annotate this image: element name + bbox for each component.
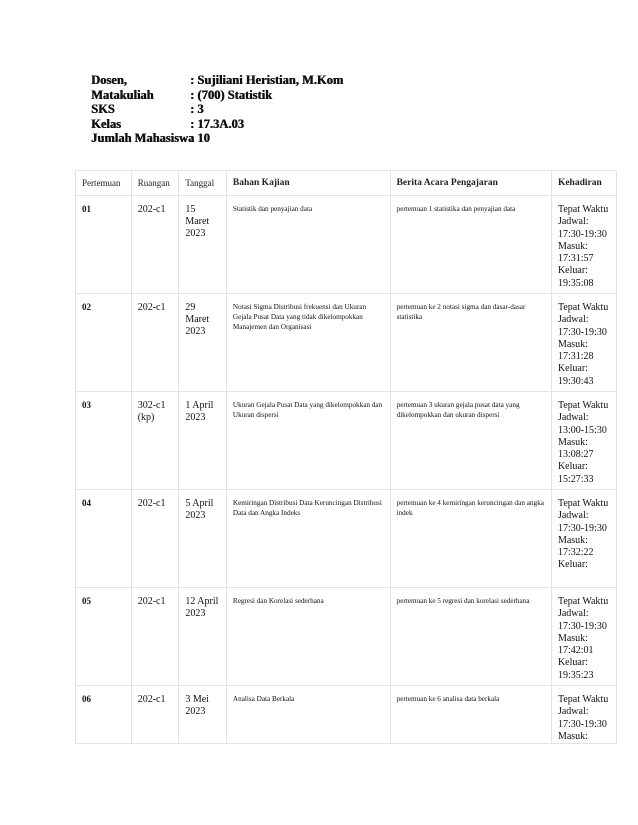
kelas-value: : 17.3A.03	[190, 116, 244, 131]
column-header-berita-acara: Berita Acara Pengajaran	[390, 171, 551, 196]
cell-bahan-kajian: Statistik dan penyajian data	[226, 196, 390, 294]
cell-bahan-kajian: Notasi Sigma Distribusi frekuensi dan Ukuran Gejala Pusat Data yang tidak dikelompokkan Manajemen dan Organisasi	[226, 294, 390, 392]
cell-ruangan: 302-c1 (kp)	[131, 392, 179, 490]
cell-tanggal: 1 April 2023	[179, 392, 227, 490]
cell-pertemuan: 01	[76, 196, 132, 294]
cell-bahan-kajian: Ukuran Gejala Pusat Data yang dikelompokkan dan Ukuran dispersi	[226, 392, 390, 490]
cell-ruangan: 202-c1	[131, 588, 179, 686]
kelas-label: Kelas	[91, 116, 121, 131]
cell-tanggal: 12 April 2023	[179, 588, 227, 686]
table-row	[76, 490, 617, 588]
cell-kehadiran: Tepat Waktu Jadwal: 17:30-19:30 Masuk: 17:42:01 Keluar: 19:35:23	[551, 588, 616, 686]
cell-ruangan: 202-c1	[131, 686, 179, 744]
column-header-tanggal: Tanggal	[179, 171, 227, 196]
table-row	[76, 588, 617, 686]
cell-pertemuan: 06	[76, 686, 132, 744]
table-row	[76, 392, 617, 490]
cell-berita-acara: pertemuan 1 statistika dan penyajian data	[390, 196, 551, 294]
cell-kehadiran: Tepat Waktu Jadwal: 17:30-19:30 Masuk: 17:31:57 Keluar: 19:35:08	[551, 196, 616, 294]
header-row-sks	[91, 102, 343, 117]
column-header-ruangan: Ruangan	[131, 171, 179, 196]
cell-kehadiran: Tepat Waktu Jadwal: 13:00-15:30 Masuk: 13:08:27 Keluar: 15:27:33	[551, 392, 616, 490]
cell-pertemuan: 04	[76, 490, 132, 588]
cell-ruangan: 202-c1	[131, 490, 179, 588]
sks-label: SKS	[91, 102, 115, 117]
cell-tanggal: 5 April 2023	[179, 490, 227, 588]
cell-berita-acara: pertemuan ke 5 regresi dan korelasi sederhana	[390, 588, 551, 686]
cell-kehadiran: Tepat Waktu Jadwal: 17:30-19:30 Masuk: 17:32:22 Keluar:	[551, 490, 616, 588]
cell-ruangan: 202-c1	[131, 196, 179, 294]
cell-bahan-kajian: Kemiringan Distribusi Data Keruncingan Distribusi Data dan Angka Indeks	[226, 490, 390, 588]
matakuliah-value: : (700) Statistik	[190, 87, 272, 102]
cell-kehadiran: Tepat Waktu Jadwal: 17:30-19:30 Masuk:	[551, 686, 616, 744]
cell-berita-acara: pertemuan ke 2 notasi sigma dan dasar-dasar statistika	[390, 294, 551, 392]
dosen-label: Dosen,	[91, 73, 127, 87]
column-header-pertemuan: Pertemuan	[76, 171, 132, 196]
header-row-dosen	[91, 73, 343, 88]
course-header	[91, 73, 343, 146]
cell-ruangan: 202-c1	[131, 294, 179, 392]
column-header-kehadiran: Kehadiran	[551, 171, 616, 196]
table-row	[76, 196, 617, 294]
cell-tanggal: 15 Maret 2023	[179, 196, 227, 294]
cell-bahan-kajian: Regresi dan Korelasi sederhana	[226, 588, 390, 686]
attendance-table	[75, 170, 617, 744]
jumlah-mahasiswa-value: : 10	[190, 131, 210, 146]
matakuliah-label: Matakuliah	[91, 87, 154, 102]
cell-pertemuan: 03	[76, 392, 132, 490]
header-row-matakuliah	[91, 88, 343, 103]
jumlah-mahasiswa-label: Jumlah Mahasiswa	[91, 131, 195, 146]
cell-tanggal: 3 Mei 2023	[179, 686, 227, 744]
cell-pertemuan: 02	[76, 294, 132, 392]
table-header-row	[76, 171, 617, 196]
cell-berita-acara: pertemuan 3 ukuran gejala pusat data yang dikelompokkan dan ukuran dispersi	[390, 392, 551, 490]
header-row-kelas	[91, 117, 343, 132]
cell-tanggal: 29 Maret 2023	[179, 294, 227, 392]
cell-berita-acara: pertemuan ke 4 kemiringan keruncingan dan angka indek	[390, 490, 551, 588]
sks-value: : 3	[190, 102, 204, 117]
cell-bahan-kajian: Analisa Data Berkala	[226, 686, 390, 744]
cell-kehadiran: Tepat Waktu Jadwal: 17:30-19:30 Masuk: 17:31:28 Keluar: 19:30:43	[551, 294, 616, 392]
table-row	[76, 686, 617, 744]
cell-pertemuan: 05	[76, 588, 132, 686]
cell-berita-acara: pertemuan ke 6 analisa data berkala	[390, 686, 551, 744]
column-header-bahan-kajian: Bahan Kajian	[226, 171, 390, 196]
table-row	[76, 294, 617, 392]
dosen-value: : Sujiliani Heristian, M.Kom	[190, 73, 344, 87]
header-row-jumlah	[91, 131, 343, 146]
